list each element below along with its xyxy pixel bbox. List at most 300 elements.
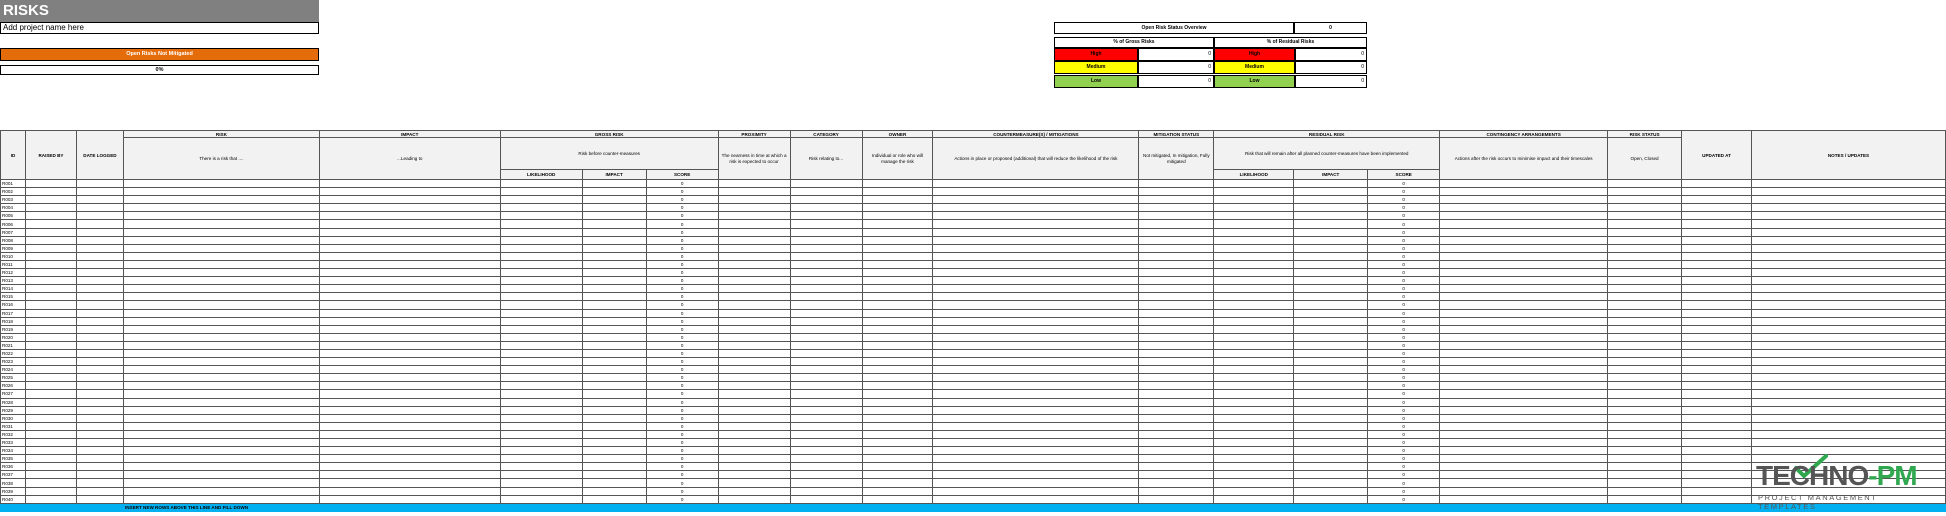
table-cell[interactable] (1682, 325, 1752, 333)
table-cell[interactable] (319, 374, 500, 382)
table-cell[interactable] (1440, 341, 1608, 349)
table-cell[interactable] (862, 374, 933, 382)
residual-score-cell[interactable]: 0 (1368, 317, 1440, 325)
table-cell[interactable] (862, 455, 933, 463)
table-cell[interactable] (76, 277, 123, 285)
table-cell[interactable] (1682, 439, 1752, 447)
table-cell[interactable] (25, 447, 76, 455)
table-cell[interactable] (1608, 341, 1682, 349)
table-cell[interactable] (582, 293, 646, 301)
table-cell[interactable] (1294, 236, 1368, 244)
table-cell[interactable] (25, 414, 76, 422)
table-cell[interactable] (319, 366, 500, 374)
table-cell[interactable] (582, 244, 646, 252)
table-cell[interactable] (319, 495, 500, 503)
table-cell[interactable] (319, 196, 500, 204)
table-cell[interactable] (933, 252, 1139, 260)
table-cell[interactable] (582, 317, 646, 325)
row-id[interactable]: R030 (1, 414, 26, 422)
table-cell[interactable] (25, 374, 76, 382)
table-cell[interactable] (582, 228, 646, 236)
table-cell[interactable] (1752, 390, 1946, 398)
table-cell[interactable] (582, 349, 646, 357)
table-cell[interactable] (1440, 414, 1608, 422)
gross-score-cell[interactable]: 0 (646, 220, 718, 228)
table-cell[interactable] (1682, 236, 1752, 244)
table-cell[interactable] (1214, 293, 1294, 301)
table-cell[interactable] (1682, 309, 1752, 317)
table-cell[interactable] (1214, 358, 1294, 366)
table-cell[interactable] (582, 471, 646, 479)
table-cell[interactable] (790, 220, 862, 228)
residual-score-cell[interactable]: 0 (1368, 244, 1440, 252)
table-cell[interactable] (1752, 212, 1946, 220)
table-cell[interactable] (1214, 180, 1294, 188)
table-cell[interactable] (1752, 414, 1946, 422)
table-cell[interactable] (1214, 422, 1294, 430)
table-cell[interactable] (76, 228, 123, 236)
table-cell[interactable] (1682, 349, 1752, 357)
table-cell[interactable] (1440, 455, 1608, 463)
table-cell[interactable] (1682, 479, 1752, 487)
table-cell[interactable] (1294, 374, 1368, 382)
table-cell[interactable] (582, 455, 646, 463)
table-cell[interactable] (123, 244, 319, 252)
table-cell[interactable] (1682, 333, 1752, 341)
table-cell[interactable] (25, 422, 76, 430)
table-cell[interactable] (319, 439, 500, 447)
table-cell[interactable] (1294, 382, 1368, 390)
table-cell[interactable] (123, 269, 319, 277)
table-cell[interactable] (76, 479, 123, 487)
table-cell[interactable] (1294, 487, 1368, 495)
table-cell[interactable] (1139, 252, 1214, 260)
row-id[interactable]: R038 (1, 479, 26, 487)
table-cell[interactable] (25, 188, 76, 196)
table-cell[interactable] (582, 285, 646, 293)
table-cell[interactable] (25, 349, 76, 357)
residual-high-value[interactable]: 0 (1295, 48, 1367, 61)
table-cell[interactable] (123, 398, 319, 406)
table-cell[interactable] (1682, 374, 1752, 382)
table-cell[interactable] (500, 220, 582, 228)
residual-medium-value[interactable]: 0 (1295, 61, 1367, 74)
table-cell[interactable] (500, 479, 582, 487)
row-id[interactable]: R022 (1, 349, 26, 357)
table-cell[interactable] (1608, 220, 1682, 228)
table-cell[interactable] (862, 479, 933, 487)
table-cell[interactable] (862, 228, 933, 236)
table-cell[interactable] (500, 317, 582, 325)
table-cell[interactable] (862, 317, 933, 325)
row-id[interactable]: R018 (1, 317, 26, 325)
table-cell[interactable] (1608, 487, 1682, 495)
table-cell[interactable] (1440, 495, 1608, 503)
residual-score-cell[interactable]: 0 (1368, 252, 1440, 260)
residual-score-cell[interactable]: 0 (1368, 398, 1440, 406)
table-cell[interactable] (790, 204, 862, 212)
table-cell[interactable] (1682, 414, 1752, 422)
gross-score-cell[interactable]: 0 (646, 301, 718, 309)
table-cell[interactable] (1752, 358, 1946, 366)
table-cell[interactable] (1139, 188, 1214, 196)
table-cell[interactable] (862, 285, 933, 293)
table-cell[interactable] (718, 285, 790, 293)
table-cell[interactable] (1294, 479, 1368, 487)
table-cell[interactable] (1440, 204, 1608, 212)
table-cell[interactable] (123, 406, 319, 414)
table-cell[interactable] (123, 317, 319, 325)
gross-score-cell[interactable]: 0 (646, 406, 718, 414)
gross-score-cell[interactable]: 0 (646, 358, 718, 366)
table-cell[interactable] (790, 430, 862, 438)
table-cell[interactable] (500, 244, 582, 252)
table-cell[interactable] (582, 382, 646, 390)
row-id[interactable]: R029 (1, 406, 26, 414)
table-cell[interactable] (1294, 285, 1368, 293)
table-cell[interactable] (1608, 479, 1682, 487)
table-cell[interactable] (25, 398, 76, 406)
table-cell[interactable] (1440, 252, 1608, 260)
table-cell[interactable] (1440, 390, 1608, 398)
table-cell[interactable] (862, 495, 933, 503)
table-cell[interactable] (933, 341, 1139, 349)
table-cell[interactable] (582, 220, 646, 228)
table-cell[interactable] (1608, 309, 1682, 317)
table-cell[interactable] (862, 463, 933, 471)
table-cell[interactable] (718, 414, 790, 422)
table-cell[interactable] (319, 228, 500, 236)
table-cell[interactable] (1214, 252, 1294, 260)
table-cell[interactable] (500, 398, 582, 406)
table-cell[interactable] (718, 325, 790, 333)
table-cell[interactable] (862, 439, 933, 447)
table-cell[interactable] (1294, 252, 1368, 260)
row-id[interactable]: R023 (1, 358, 26, 366)
table-cell[interactable] (1682, 293, 1752, 301)
table-cell[interactable] (862, 487, 933, 495)
row-id[interactable]: R001 (1, 180, 26, 188)
table-cell[interactable] (319, 252, 500, 260)
table-cell[interactable] (25, 269, 76, 277)
row-id[interactable]: R009 (1, 244, 26, 252)
table-cell[interactable] (25, 341, 76, 349)
table-cell[interactable] (1608, 333, 1682, 341)
row-id[interactable]: R014 (1, 285, 26, 293)
table-cell[interactable] (25, 430, 76, 438)
table-cell[interactable] (76, 236, 123, 244)
table-cell[interactable] (500, 333, 582, 341)
table-cell[interactable] (1294, 260, 1368, 268)
table-cell[interactable] (862, 180, 933, 188)
table-cell[interactable] (1440, 325, 1608, 333)
table-cell[interactable] (123, 439, 319, 447)
table-cell[interactable] (718, 341, 790, 349)
table-cell[interactable] (862, 406, 933, 414)
table-cell[interactable] (862, 236, 933, 244)
table-cell[interactable] (1608, 390, 1682, 398)
table-cell[interactable] (1752, 325, 1946, 333)
table-cell[interactable] (123, 188, 319, 196)
table-cell[interactable] (1440, 277, 1608, 285)
table-cell[interactable] (1682, 390, 1752, 398)
table-cell[interactable] (76, 309, 123, 317)
table-cell[interactable] (862, 366, 933, 374)
table-cell[interactable] (862, 293, 933, 301)
table-cell[interactable] (123, 277, 319, 285)
table-cell[interactable] (1139, 390, 1214, 398)
row-id[interactable]: R005 (1, 212, 26, 220)
gross-score-cell[interactable]: 0 (646, 252, 718, 260)
table-cell[interactable] (933, 204, 1139, 212)
table-cell[interactable] (582, 180, 646, 188)
table-cell[interactable] (933, 260, 1139, 268)
table-cell[interactable] (862, 220, 933, 228)
table-cell[interactable] (319, 479, 500, 487)
residual-score-cell[interactable]: 0 (1368, 236, 1440, 244)
table-cell[interactable] (1752, 188, 1946, 196)
table-cell[interactable] (76, 447, 123, 455)
table-cell[interactable] (1608, 406, 1682, 414)
table-cell[interactable] (1608, 212, 1682, 220)
table-cell[interactable] (1440, 212, 1608, 220)
table-cell[interactable] (1440, 398, 1608, 406)
table-cell[interactable] (25, 204, 76, 212)
table-cell[interactable] (1139, 317, 1214, 325)
table-cell[interactable] (1294, 180, 1368, 188)
table-cell[interactable] (582, 463, 646, 471)
table-cell[interactable] (1214, 309, 1294, 317)
table-cell[interactable] (790, 471, 862, 479)
table-cell[interactable] (933, 358, 1139, 366)
table-cell[interactable] (790, 479, 862, 487)
gross-high-value[interactable]: 0 (1138, 48, 1214, 61)
table-cell[interactable] (933, 301, 1139, 309)
table-cell[interactable] (1294, 414, 1368, 422)
table-cell[interactable] (1608, 422, 1682, 430)
table-cell[interactable] (862, 309, 933, 317)
table-cell[interactable] (790, 260, 862, 268)
table-cell[interactable] (500, 390, 582, 398)
residual-score-cell[interactable]: 0 (1368, 487, 1440, 495)
table-cell[interactable] (1139, 293, 1214, 301)
row-id[interactable]: R039 (1, 487, 26, 495)
residual-score-cell[interactable]: 0 (1368, 212, 1440, 220)
table-cell[interactable] (862, 252, 933, 260)
gross-score-cell[interactable]: 0 (646, 285, 718, 293)
table-cell[interactable] (1608, 414, 1682, 422)
table-cell[interactable] (790, 463, 862, 471)
table-cell[interactable] (76, 269, 123, 277)
table-cell[interactable] (319, 471, 500, 479)
table-cell[interactable] (1139, 463, 1214, 471)
table-cell[interactable] (1139, 260, 1214, 268)
table-cell[interactable] (1682, 212, 1752, 220)
table-cell[interactable] (319, 285, 500, 293)
table-cell[interactable] (1608, 447, 1682, 455)
table-cell[interactable] (500, 382, 582, 390)
table-cell[interactable] (1440, 471, 1608, 479)
row-id[interactable]: R013 (1, 277, 26, 285)
table-cell[interactable] (123, 285, 319, 293)
table-cell[interactable] (1752, 422, 1946, 430)
gross-score-cell[interactable]: 0 (646, 244, 718, 252)
table-cell[interactable] (500, 180, 582, 188)
row-id[interactable]: R019 (1, 325, 26, 333)
residual-score-cell[interactable]: 0 (1368, 277, 1440, 285)
gross-score-cell[interactable]: 0 (646, 317, 718, 325)
table-cell[interactable] (1752, 293, 1946, 301)
table-cell[interactable] (123, 463, 319, 471)
table-cell[interactable] (933, 382, 1139, 390)
table-cell[interactable] (76, 317, 123, 325)
table-cell[interactable] (1294, 471, 1368, 479)
table-cell[interactable] (1752, 196, 1946, 204)
table-cell[interactable] (1440, 293, 1608, 301)
table-cell[interactable] (933, 309, 1139, 317)
open-risks-value[interactable]: 0% (0, 65, 319, 75)
row-id[interactable]: R011 (1, 260, 26, 268)
table-cell[interactable] (1139, 285, 1214, 293)
table-cell[interactable] (1752, 252, 1946, 260)
table-cell[interactable] (319, 349, 500, 357)
table-cell[interactable] (123, 180, 319, 188)
row-id[interactable]: R035 (1, 455, 26, 463)
table-cell[interactable] (500, 487, 582, 495)
table-cell[interactable] (1294, 301, 1368, 309)
table-cell[interactable] (1608, 358, 1682, 366)
gross-score-cell[interactable]: 0 (646, 349, 718, 357)
gross-low-value[interactable]: 0 (1138, 75, 1214, 88)
gross-score-cell[interactable]: 0 (646, 495, 718, 503)
table-cell[interactable] (933, 390, 1139, 398)
table-cell[interactable] (1752, 349, 1946, 357)
table-cell[interactable] (123, 447, 319, 455)
table-cell[interactable] (1214, 260, 1294, 268)
table-cell[interactable] (500, 236, 582, 244)
table-cell[interactable] (1608, 269, 1682, 277)
table-cell[interactable] (718, 366, 790, 374)
table-cell[interactable] (933, 317, 1139, 325)
table-cell[interactable] (76, 463, 123, 471)
table-cell[interactable] (1214, 325, 1294, 333)
table-cell[interactable] (123, 414, 319, 422)
overview-total[interactable]: 0 (1294, 22, 1367, 34)
table-cell[interactable] (319, 333, 500, 341)
table-cell[interactable] (790, 358, 862, 366)
table-cell[interactable] (76, 341, 123, 349)
gross-score-cell[interactable]: 0 (646, 180, 718, 188)
table-cell[interactable] (1682, 422, 1752, 430)
table-cell[interactable] (1608, 196, 1682, 204)
table-cell[interactable] (1294, 212, 1368, 220)
table-cell[interactable] (862, 398, 933, 406)
table-cell[interactable] (76, 366, 123, 374)
row-id[interactable]: R008 (1, 236, 26, 244)
table-cell[interactable] (76, 180, 123, 188)
table-cell[interactable] (1294, 196, 1368, 204)
residual-score-cell[interactable]: 0 (1368, 414, 1440, 422)
table-cell[interactable] (1682, 495, 1752, 503)
table-cell[interactable] (582, 422, 646, 430)
residual-score-cell[interactable]: 0 (1368, 180, 1440, 188)
residual-score-cell[interactable]: 0 (1368, 220, 1440, 228)
table-cell[interactable] (1139, 422, 1214, 430)
table-cell[interactable] (1139, 349, 1214, 357)
table-cell[interactable] (1139, 358, 1214, 366)
table-cell[interactable] (25, 260, 76, 268)
table-cell[interactable] (1608, 325, 1682, 333)
table-cell[interactable] (862, 358, 933, 366)
table-cell[interactable] (582, 196, 646, 204)
table-cell[interactable] (933, 196, 1139, 204)
residual-score-cell[interactable]: 0 (1368, 204, 1440, 212)
table-cell[interactable] (123, 293, 319, 301)
table-cell[interactable] (933, 414, 1139, 422)
row-id[interactable]: R004 (1, 204, 26, 212)
table-cell[interactable] (319, 244, 500, 252)
table-cell[interactable] (1752, 260, 1946, 268)
table-cell[interactable] (933, 244, 1139, 252)
table-cell[interactable] (1294, 447, 1368, 455)
residual-score-cell[interactable]: 0 (1368, 430, 1440, 438)
gross-medium-value[interactable]: 0 (1138, 61, 1214, 74)
table-cell[interactable] (933, 398, 1139, 406)
table-cell[interactable] (1682, 406, 1752, 414)
table-cell[interactable] (1294, 293, 1368, 301)
table-cell[interactable] (1608, 252, 1682, 260)
table-cell[interactable] (1294, 244, 1368, 252)
table-cell[interactable] (500, 196, 582, 204)
table-cell[interactable] (933, 463, 1139, 471)
table-cell[interactable] (718, 269, 790, 277)
table-cell[interactable] (1214, 212, 1294, 220)
table-cell[interactable] (1752, 333, 1946, 341)
table-cell[interactable] (790, 406, 862, 414)
table-cell[interactable] (1440, 220, 1608, 228)
gross-score-cell[interactable]: 0 (646, 439, 718, 447)
row-id[interactable]: R027 (1, 390, 26, 398)
table-cell[interactable] (790, 252, 862, 260)
table-cell[interactable] (25, 220, 76, 228)
table-cell[interactable] (25, 196, 76, 204)
residual-score-cell[interactable]: 0 (1368, 471, 1440, 479)
table-cell[interactable] (718, 301, 790, 309)
table-cell[interactable] (1440, 439, 1608, 447)
table-cell[interactable] (123, 309, 319, 317)
table-cell[interactable] (123, 471, 319, 479)
table-cell[interactable] (1214, 430, 1294, 438)
table-cell[interactable] (1752, 374, 1946, 382)
table-cell[interactable] (1440, 366, 1608, 374)
table-cell[interactable] (718, 333, 790, 341)
table-cell[interactable] (933, 293, 1139, 301)
table-cell[interactable] (500, 285, 582, 293)
table-cell[interactable] (718, 406, 790, 414)
table-cell[interactable] (123, 341, 319, 349)
table-cell[interactable] (582, 414, 646, 422)
table-cell[interactable] (1682, 447, 1752, 455)
table-cell[interactable] (1752, 301, 1946, 309)
residual-score-cell[interactable]: 0 (1368, 260, 1440, 268)
table-cell[interactable] (25, 293, 76, 301)
table-cell[interactable] (862, 204, 933, 212)
table-cell[interactable] (1682, 471, 1752, 479)
gross-score-cell[interactable]: 0 (646, 188, 718, 196)
table-cell[interactable] (1682, 260, 1752, 268)
table-cell[interactable] (790, 422, 862, 430)
table-cell[interactable] (1608, 277, 1682, 285)
